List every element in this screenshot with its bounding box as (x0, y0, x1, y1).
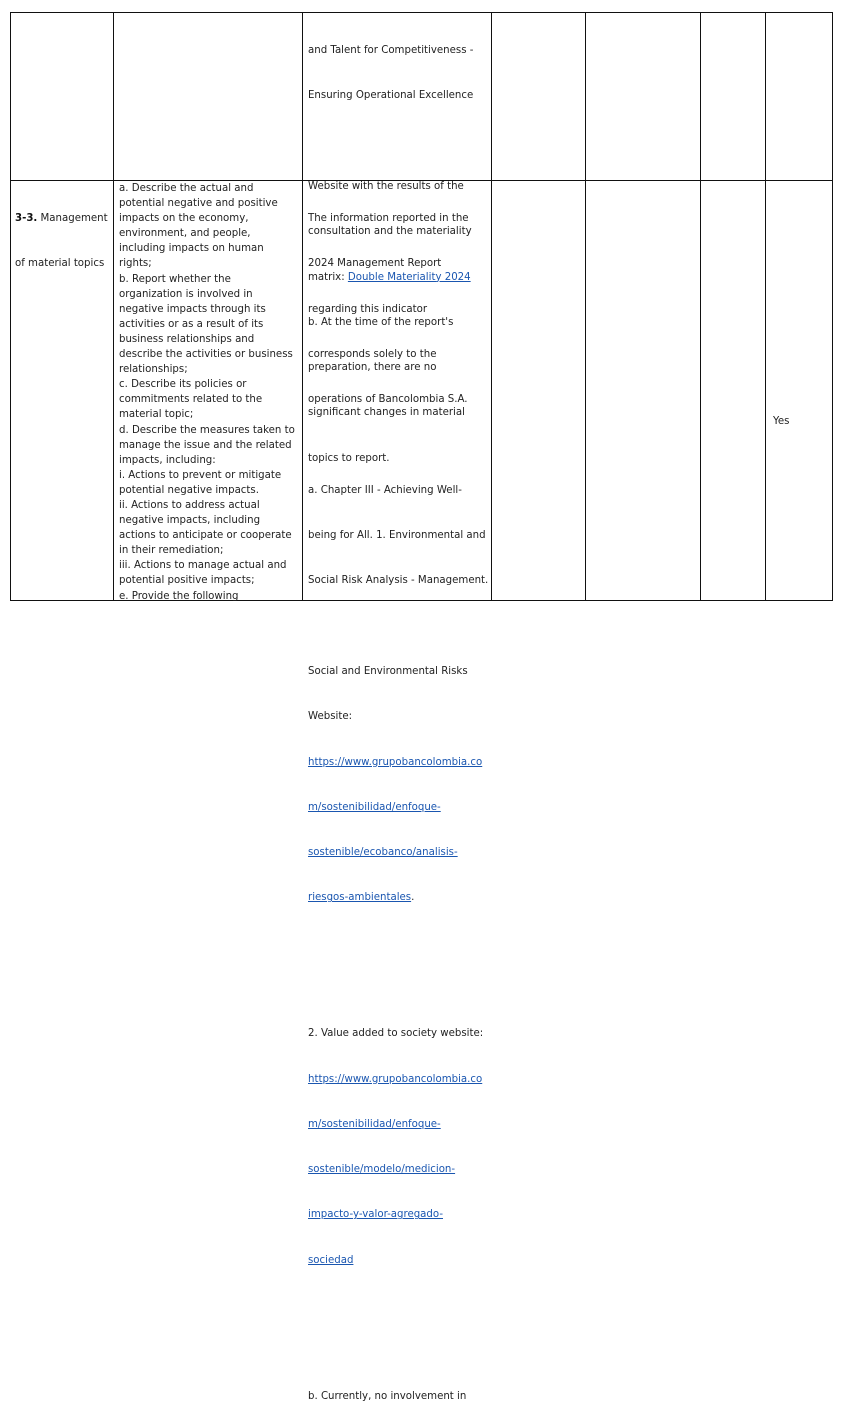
requirement-line: activities or as a result of its (119, 318, 264, 330)
text-line: regarding this indicator (308, 303, 428, 315)
requirements-cell (119, 181, 295, 604)
text-line: Social and Environmental Risks (308, 666, 468, 677)
column-divider (302, 12, 303, 601)
text-line: consultation and the materiality (308, 226, 472, 238)
requirement-line: environment, and people, (119, 228, 251, 240)
requirement-line: potential positive impacts; (119, 575, 255, 587)
requirement-line: d. Describe the measures taken to (119, 424, 295, 436)
requirement-line: organization is involved in (119, 288, 253, 300)
text-line: significant changes in material (308, 407, 465, 419)
text-line: Website: (308, 711, 353, 723)
row2-response-cell (308, 181, 488, 1419)
requirement-line: iii. Actions to manage actual and (119, 560, 287, 572)
text-line: 2. Value added to society website: (308, 1028, 484, 1040)
requirement-line: manage the issue and the related (119, 439, 292, 451)
text-line: b. At the time of the report's (308, 316, 454, 328)
disclosure-code: 3-3. (15, 213, 38, 225)
disclosure-code-cell (15, 181, 108, 287)
verified-value: Yes (773, 416, 790, 428)
requirement-line: rights; (119, 258, 152, 270)
column-divider (113, 12, 114, 601)
value-added-link[interactable]: m/sostenibilidad/enfoque- (308, 1118, 441, 1130)
requirement-line: e. Provide the following (119, 590, 239, 602)
value-added-link[interactable]: sostenible/modelo/medicion- (308, 1164, 456, 1176)
risks-website-link[interactable]: riesgos-ambientales (308, 892, 412, 904)
text-line: Website with the results of the (308, 181, 464, 193)
value-added-link[interactable]: sociedad (308, 1254, 354, 1266)
text-line: operations of Bancolombia S.A. (308, 394, 468, 406)
requirement-line: ii. Actions to address actual (119, 499, 260, 511)
requirement-line: describe the activities or business (119, 349, 293, 361)
text-line: b. Currently, no involvement in (308, 1390, 467, 1402)
column-divider (765, 12, 766, 601)
requirement-line: b. Report whether the (119, 273, 231, 285)
requirement-line: impacts on the economy, (119, 213, 249, 225)
table-border-left (10, 12, 11, 601)
text-line: preparation, there are no (308, 362, 437, 374)
requirement-line: a. Describe the actual and (119, 183, 254, 194)
text-line: The information reported in the (308, 213, 469, 225)
requirement-line: i. Actions to prevent or mitigate (119, 469, 282, 481)
requirement-line: relationships; (119, 364, 188, 376)
requirement-line: actions to anticipate or cooperate (119, 530, 292, 542)
text-line: and Talent for Competitiveness - (308, 45, 474, 57)
requirement-line: c. Describe its policies or (119, 379, 247, 391)
text-line: a. Chapter III - Achieving Well- (308, 484, 462, 496)
requirement-line: material topic; (119, 409, 194, 421)
requirement-line: negative impacts through its (119, 303, 266, 315)
text-line: being for All. 1. Environmental and (308, 530, 486, 542)
requirement-line: negative impacts, including (119, 515, 261, 527)
column-divider (700, 12, 701, 601)
disclosure-title: of material topics (15, 258, 105, 270)
risks-website-link[interactable]: sostenible/ecobanco/analisis- (308, 847, 458, 859)
requirement-line: potential negative and positive (119, 198, 278, 210)
risks-website-link[interactable]: https://www.grupobancolombia.co (308, 756, 483, 768)
value-added-link[interactable]: impacto-y-valor-agregado- (308, 1209, 443, 1221)
verification-cell (773, 384, 789, 444)
text-line: . (411, 892, 415, 904)
requirement-line: including impacts on human (119, 243, 264, 255)
text-line: matrix: (308, 271, 348, 283)
text-line: 2024 Management Report (308, 258, 442, 270)
text-line: Social Risk Analysis - Management. (308, 575, 489, 587)
risks-website-link[interactable]: m/sostenibilidad/enfoque- (308, 801, 441, 813)
column-divider (491, 12, 492, 601)
column-divider (585, 12, 586, 601)
disclosure-title: Management (37, 213, 108, 225)
text-line: corresponds solely to the (308, 349, 437, 361)
requirement-line: potential negative impacts. (119, 484, 259, 496)
requirement-line: business relationships and (119, 333, 255, 345)
requirement-line: in their remediation; (119, 545, 224, 557)
double-materiality-link[interactable]: Double Materiality 2024 (347, 271, 471, 283)
value-added-link[interactable]: https://www.grupobancolombia.co (308, 1073, 483, 1085)
requirement-line: impacts, including: (119, 454, 216, 466)
table-border-right (832, 12, 833, 601)
text-line: Ensuring Operational Excellence (308, 90, 474, 102)
requirement-line: commitments related to the (119, 394, 263, 406)
text-line: topics to report. (308, 452, 390, 464)
